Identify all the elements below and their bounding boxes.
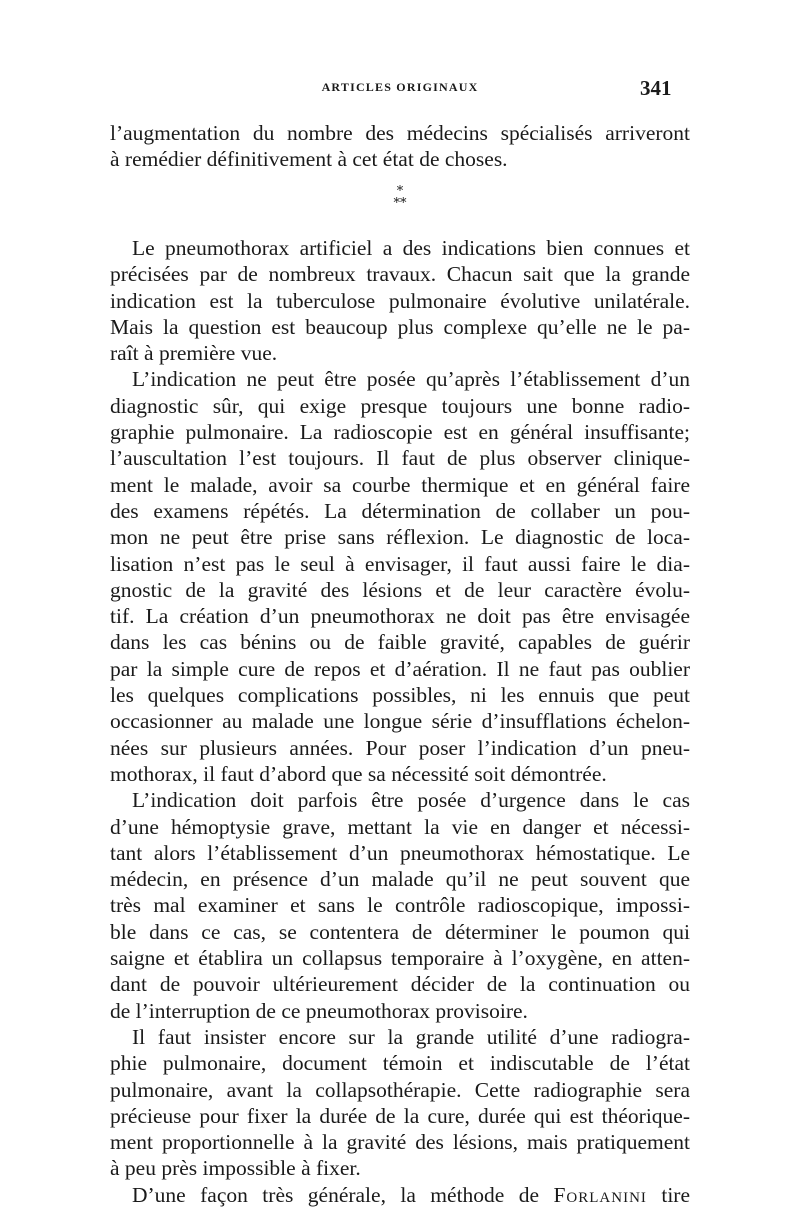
text-line: mon ne peut être prise sans réflexion. Le diagnostic de loca- xyxy=(110,525,690,550)
text-line: très mal examiner et sans le contrôle radioscopique, impossi- xyxy=(110,893,690,918)
text-line: lisation n’est pas le seul à envisager, il faut aussi faire le dia- xyxy=(110,551,690,576)
text-line: d’une hémoptysie grave, mettant la vie en danger et nécessi- xyxy=(110,814,690,839)
page-number: 341 xyxy=(640,76,672,100)
running-title: ARTICLES ORIGINAUX xyxy=(321,80,479,94)
text-line: précisées par de nombreux travaux. Chacun sait que la grande xyxy=(110,262,690,287)
text-line: phie pulmonaire, document témoin et indiscutable de l’état xyxy=(110,1051,690,1076)
text-line: Le pneumothorax artificiel a des indications bien connues et xyxy=(132,236,690,260)
text-line: tif. La création d’un pneumothorax ne doit pas être envisagée xyxy=(110,604,690,629)
text-line: saigne et établira un collapsus temporaire à l’oxygène, en atten- xyxy=(110,946,690,971)
text-line: pulmonaire, avant la collapsothérapie. Cette radiographie sera xyxy=(110,1077,690,1102)
section-separator xyxy=(0,186,800,210)
text-line: graphie pulmonaire. La radioscopie est en général insuffisante; xyxy=(110,420,690,445)
text-line: gnostic de la gravité des lésions et de leur caractère évolu- xyxy=(110,577,690,602)
text-line: l’auscultation l’est toujours. Il faut de plus observer clinique- xyxy=(110,446,690,471)
text-line: ment proportionnelle à la gravité des lésions, mais pratiquement xyxy=(110,1130,690,1155)
text-line: dant de pouvoir ultérieurement décider de la continuation ou xyxy=(110,972,690,997)
text-line: ment le malade, avoir sa courbe thermique et en général faire xyxy=(110,472,690,497)
text-line: Mais la question est beaucoup plus complexe qu’elle ne le pa- xyxy=(110,314,690,339)
text-line: tant alors l’établissement d’un pneumothorax hémostatique. Le xyxy=(110,840,690,865)
text-line: par la simple cure de repos et d’aération. Il ne faut pas oublier xyxy=(110,656,690,681)
text-line: à peu près impossible à fixer. xyxy=(110,1156,361,1181)
intro-paragraph xyxy=(110,120,690,173)
text-line: L’indication doit parfois être posée d’urgence dans le cas xyxy=(132,788,690,813)
body-text xyxy=(110,235,690,1208)
final-line-before: D’une façon très générale, la méthode de xyxy=(132,1182,540,1207)
text-line: l’augmentation du nombre des médecins spécialisés arriveront xyxy=(110,121,690,145)
text-line: Il faut insister encore sur la grande utilité d’une radiogra- xyxy=(132,1024,690,1049)
text-line: des examens répétés. La détermination de collaber un pou- xyxy=(110,498,690,523)
text-line: diagnostic sûr, qui exige presque toujours une bonne radio- xyxy=(110,393,690,418)
text-line: de l’interruption de ce pneumothorax provisoire. xyxy=(110,998,528,1023)
running-header xyxy=(0,76,800,100)
text-line: ble dans ce cas, se contentera de déterminer le poumon qui xyxy=(110,919,690,944)
separator-top: * xyxy=(396,184,404,199)
final-line-after: tire xyxy=(661,1182,690,1207)
text-line: raît à première vue. xyxy=(110,341,278,366)
text-line: dans les cas bénins ou de faible gravité, capables de guérir xyxy=(110,630,690,655)
text-line-final xyxy=(110,1182,690,1208)
text-line: les quelques complications possibles, ni les ennuis que peut xyxy=(110,683,690,708)
text-line: nées sur plusieurs années. Pour poser l’indication d’un pneu- xyxy=(110,735,690,760)
text-line: occasionner au malade une longue série d’insufflations échelon- xyxy=(110,709,690,734)
text-line: médecin, en présence d’un malade qu’il ne peut souvent que xyxy=(110,867,690,892)
author-name: Forlanini xyxy=(553,1182,647,1207)
separator-bottom: ** xyxy=(393,196,407,211)
text-line: indication est la tuberculose pulmonaire évolutive unilatérale. xyxy=(110,288,690,313)
text-line: à remédier définitivement à cet état de choses. xyxy=(110,147,508,172)
text-line: L’indication ne peut être posée qu’après l’établissement d’un xyxy=(132,367,690,392)
text-line: précieuse pour fixer la durée de la cure, durée qui est théorique- xyxy=(110,1103,690,1128)
text-line: mothorax, il faut d’abord que sa nécessité soit démontrée. xyxy=(110,761,607,786)
